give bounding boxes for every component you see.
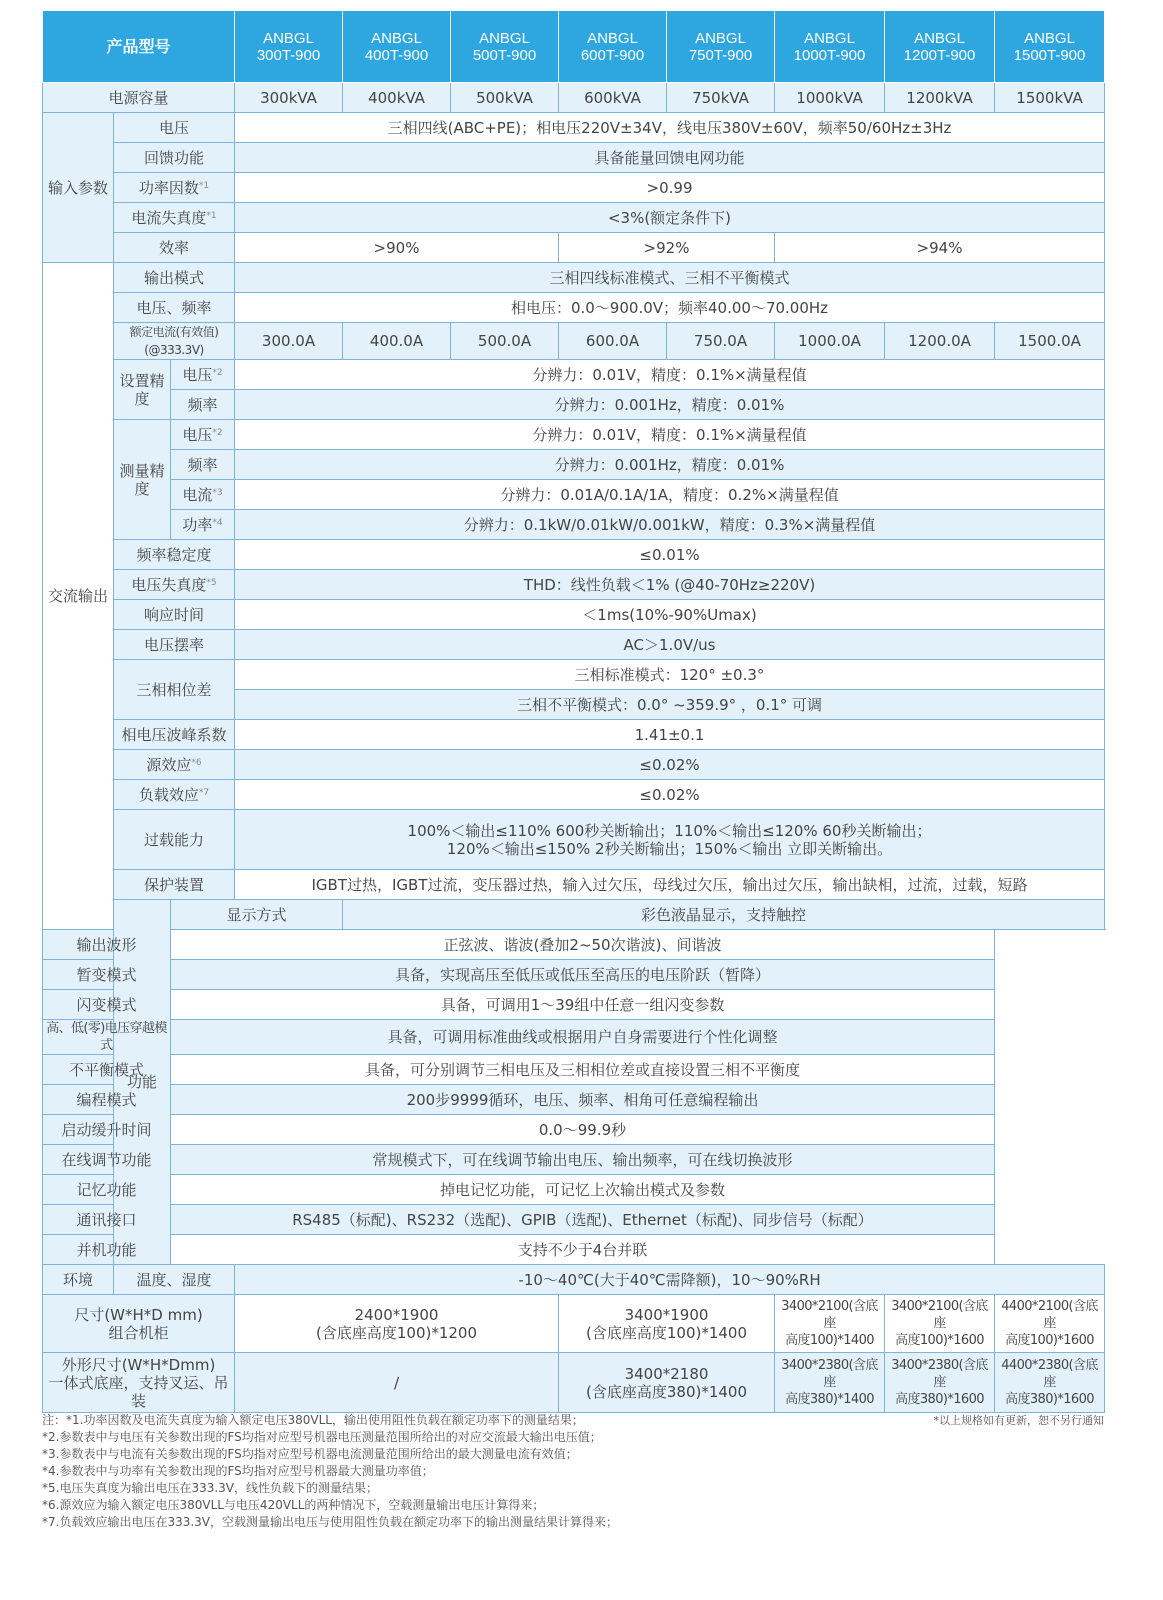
source-effect-label: 源效应$^{*6}$: [114, 750, 235, 780]
meas-current-value: 分辨力：0.01A/0.1A/1A，精度：0.2%×满量程值: [235, 480, 1105, 510]
env-label: 温度、湿度: [114, 1265, 235, 1295]
set-frequency-row: [43, 390, 1105, 420]
func-label: 通讯接口: [43, 1205, 171, 1235]
footnote-line: 注：*1.功率因数及电流失真度为输入额定电压380VLL，输出使用阻性负载在额定功率下的测量结果；: [42, 1413, 584, 1427]
current-thd-row: [43, 203, 1105, 233]
rated-current-row: [43, 323, 1105, 360]
model-cell: ANBGL 1500T-900: [995, 11, 1105, 83]
capacity-value: 1200kVA: [885, 83, 995, 113]
meas-power-value: 分辨力：0.1kW/0.01kW/0.001kW，精度：0.3%×满量程值: [235, 510, 1105, 540]
load-effect-label: 负载效应$^{*7}$: [114, 780, 235, 810]
outer-size-value: 3400*2380(含底座 高度380)*1400: [775, 1353, 885, 1413]
meas-frequency-row: [43, 450, 1105, 480]
footnote-line: *3.参数表中与电流有关参数出现的FS均指对应型号机器电流测量范围所给出的最大测量电流有效值；: [42, 1447, 578, 1461]
func-row: [43, 1235, 1105, 1265]
func-label: 显示方式: [171, 900, 343, 930]
crest-value: 1.41±0.1: [235, 720, 1105, 750]
func-value: 0.0～99.9秒: [171, 1115, 995, 1145]
func-value: 200步9999循环，电压、频率、相角可任意编程输出: [171, 1085, 995, 1115]
freq-stability-label: 频率稳定度: [114, 540, 235, 570]
func-row: [43, 990, 1105, 1020]
func-value: 具备，实现高压至低压或低压至高压的电压阶跃（暂降）: [171, 960, 995, 990]
size-value: 3400*1900 (含底座高度100)*1400: [559, 1295, 775, 1353]
func-label: 不平衡模式: [43, 1055, 171, 1085]
func-row: [43, 1055, 1105, 1085]
protection-row: [43, 870, 1105, 900]
meas-power-row: [43, 510, 1105, 540]
size-value: 4400*2100(含底座 高度100)*1600: [995, 1295, 1105, 1353]
func-value: 具备，可调用标准曲线或根据用户自身需要进行个性化调整: [171, 1020, 995, 1055]
feedback-label: 回馈功能: [114, 143, 235, 173]
capacity-label: 电源容量: [43, 83, 235, 113]
pf-label: 功率因数$^{*1}$: [114, 173, 235, 203]
footnote-line: *6.源效应为输入额定电压380VLL与电压420VLL的两种情况下，空载测量输出电压计算得来；: [42, 1498, 545, 1512]
header-row: [43, 11, 1105, 83]
footnote-line: *2.参数表中与电压有关参数出现的FS均指对应型号机器电压测量范围所给出的对应交流最大输出电压值；: [42, 1430, 602, 1444]
model-cell: ANBGL 750T-900: [667, 11, 775, 83]
efficiency-label: 效率: [114, 233, 235, 263]
func-value: RS485（标配)、RS232（选配)、GPIB（选配)、Ethernet（标配)、同步信号（标配）: [171, 1205, 995, 1235]
efficiency-row: [43, 233, 1105, 263]
freq-stability-row: [43, 540, 1105, 570]
rated-current-value: 1500.0A: [995, 323, 1105, 360]
outer-size-row: [43, 1353, 1105, 1413]
response-time-value: ＜1ms(10%-90%Umax): [235, 600, 1105, 630]
capacity-value: 600kVA: [559, 83, 667, 113]
overload-label: 过载能力: [114, 810, 235, 870]
func-row: [43, 930, 1105, 960]
protection-label: 保护装置: [114, 870, 235, 900]
func-label: 暂变模式: [43, 960, 171, 990]
func-value: 彩色液晶显示，支持触控: [343, 900, 1105, 930]
func-row: [43, 1205, 1105, 1235]
func-row: [43, 1175, 1105, 1205]
vf-value: 相电压：0.0～900.0V；频率40.00～70.00Hz: [235, 293, 1105, 323]
func-label: 启动缓升时间: [43, 1115, 171, 1145]
size-value: 3400*2100(含底座 高度100)*1400: [775, 1295, 885, 1353]
rated-current-label: 额定电流(有效值)(@333.3V): [114, 323, 235, 360]
outer-size-value: 3400*2380(含底座 高度380)*1600: [885, 1353, 995, 1413]
func-row: [43, 960, 1105, 990]
freq-stability-value: ≤0.01%: [235, 540, 1105, 570]
feedback-row: [43, 143, 1105, 173]
outer-size-value: 4400*2380(含底座 高度380)*1600: [995, 1353, 1105, 1413]
meas-accuracy-label: 测量精度: [114, 420, 171, 540]
capacity-value: 750kVA: [667, 83, 775, 113]
set-voltage-label: 电压$^{*2}$: [171, 360, 235, 390]
phase-std-row: [43, 660, 1105, 690]
footnotes: [42, 1412, 1104, 1531]
protection-value: IGBT过热，IGBT过流，变压器过热，输入过欠压，母线过欠压，输出过欠压，输出缺相，过流，过载，短路: [235, 870, 1105, 900]
set-voltage-value: 分辨力：0.01V，精度：0.1%×满量程值: [235, 360, 1105, 390]
set-accuracy-label: 设置精度: [114, 360, 171, 420]
func-row: [43, 1145, 1105, 1175]
func-label: 闪变模式: [43, 990, 171, 1020]
capacity-value: 1000kVA: [775, 83, 885, 113]
size-value: 3400*2100(含底座 高度100)*1600: [885, 1295, 995, 1353]
rated-current-value: 400.0A: [343, 323, 451, 360]
update-notice: *以上规格如有更新，恕不另行通知: [933, 1414, 1104, 1427]
meas-voltage-label: 电压$^{*2}$: [171, 420, 235, 450]
func-label: 在线调节功能: [43, 1145, 171, 1175]
model-cell: ANBGL 600T-900: [559, 11, 667, 83]
rated-current-value: 1000.0A: [775, 323, 885, 360]
rated-current-value: 1200.0A: [885, 323, 995, 360]
meas-current-row: [43, 480, 1105, 510]
func-label: 高、低(零)电压穿越模式: [43, 1020, 171, 1055]
func-label: 记忆功能: [43, 1175, 171, 1205]
crest-row: [43, 720, 1105, 750]
vf-row: [43, 293, 1105, 323]
func-group-label: 功能: [114, 900, 171, 1265]
spec-table: [42, 10, 1105, 1413]
meas-frequency-value: 分辨力：0.001Hz，精度：0.01%: [235, 450, 1105, 480]
rated-current-value: 300.0A: [235, 323, 343, 360]
func-row: [43, 1115, 1105, 1145]
meas-frequency-label: 频率: [171, 450, 235, 480]
input-voltage-label: 电压: [114, 113, 235, 143]
footnote-line: *4.参数表中与功率有关参数出现的FS均指对应型号机器最大测量功率值；: [42, 1464, 434, 1478]
model-label: 产品型号: [43, 11, 235, 83]
env-value: -10～40℃(大于40℃需降额)，10～90%RH: [235, 1265, 1105, 1295]
model-cell: ANBGL 1200T-900: [885, 11, 995, 83]
slew-rate-value: AC＞1.0V/us: [235, 630, 1105, 660]
meas-voltage-row: [43, 420, 1105, 450]
model-cell: ANBGL 300T-900: [235, 11, 343, 83]
meas-power-label: 功率$^{*4}$: [171, 510, 235, 540]
efficiency-value: >92%: [559, 233, 775, 263]
set-voltage-row: [43, 360, 1105, 390]
voltage-thd-value: THD：线性负载＜1% (@40-70Hz≥220V): [235, 570, 1105, 600]
source-effect-value: ≤0.02%: [235, 750, 1105, 780]
output-mode-value: 三相四线标准模式、三相不平衡模式: [235, 263, 1105, 293]
model-cell: ANBGL 500T-900: [451, 11, 559, 83]
outer-size-label: 外形尺寸(W*H*Dmm) 一体式底座，支持叉运、吊装: [43, 1353, 235, 1413]
outer-size-value: 3400*2180 (含底座高度380)*1400: [559, 1353, 775, 1413]
footnote-line: *7.负载效应输出电压在333.3V，空载测量输出电压与使用阻性负载在额定功率下的输出测量结果计算得来；: [42, 1515, 619, 1529]
func-value: 正弦波、谐波(叠加2~50次谐波)、间谐波: [171, 930, 995, 960]
feedback-value: 具备能量回馈电网功能: [235, 143, 1105, 173]
overload-value: 100%＜输出≤110% 600秒关断输出；110%＜输出≤120% 60秒关断输出； 120%＜输出≤150% 2秒关断输出；150%＜输出 立即关断输出。: [235, 810, 1105, 870]
func-value: 具备，可调用1～39组中任意一组闪变参数: [171, 990, 995, 1020]
size-row: [43, 1295, 1105, 1353]
capacity-value: 300kVA: [235, 83, 343, 113]
func-value: 支持不少于4台并联: [171, 1235, 995, 1265]
output-mode-row: [43, 263, 1105, 293]
rated-current-value: 750.0A: [667, 323, 775, 360]
ac-group-label: 交流输出: [43, 263, 114, 930]
output-mode-label: 输出模式: [114, 263, 235, 293]
size-value: 2400*1900 (含底座高度100)*1200: [235, 1295, 559, 1353]
func-value: 常规模式下，可在线调节输出电压、输出频率，可在线切换波形: [171, 1145, 995, 1175]
efficiency-value: >90%: [235, 233, 559, 263]
outer-size-value: /: [235, 1353, 559, 1413]
voltage-thd-label: 电压失真度$^{*5}$: [114, 570, 235, 600]
pf-row: [43, 173, 1105, 203]
capacity-row: [43, 83, 1105, 113]
pf-value: >0.99: [235, 173, 1105, 203]
func-value: 具备，可分别调节三相电压及三相相位差或直接设置三相不平衡度: [171, 1055, 995, 1085]
input-group-label: 输入参数: [43, 113, 114, 263]
size-label: 尺寸(W*H*D mm) 组合机柜: [43, 1295, 235, 1353]
env-row: [43, 1265, 1105, 1295]
capacity-value: 400kVA: [343, 83, 451, 113]
slew-rate-label: 电压摆率: [114, 630, 235, 660]
efficiency-value: >94%: [775, 233, 1105, 263]
rated-current-value: 500.0A: [451, 323, 559, 360]
slew-rate-row: [43, 630, 1105, 660]
func-value: 掉电记忆功能，可记忆上次输出模式及参数: [171, 1175, 995, 1205]
vf-label: 电压、频率: [114, 293, 235, 323]
source-effect-row: [43, 750, 1105, 780]
model-cell: ANBGL 400T-900: [343, 11, 451, 83]
func-row: [43, 1020, 1105, 1055]
func-row: [43, 1085, 1105, 1115]
set-frequency-value: 分辨力：0.001Hz，精度：0.01%: [235, 390, 1105, 420]
func-label: 并机功能: [43, 1235, 171, 1265]
input-voltage-value: 三相四线(ABC+PE)；相电压220V±34V，线电压380V±60V，频率50/60Hz±3Hz: [235, 113, 1105, 143]
func-label: 编程模式: [43, 1085, 171, 1115]
voltage-thd-row: [43, 570, 1105, 600]
load-effect-row: [43, 780, 1105, 810]
set-frequency-label: 频率: [171, 390, 235, 420]
func-label: 输出波形: [43, 930, 171, 960]
func-row: [43, 900, 1105, 930]
capacity-value: 1500kVA: [995, 83, 1105, 113]
phase-unbal-value: 三相不平衡模式：0.0° ~359.9° ，0.1° 可调: [235, 690, 1105, 720]
phase-diff-label: 三相相位差: [114, 660, 235, 720]
response-time-label: 响应时间: [114, 600, 235, 630]
model-cell: ANBGL 1000T-900: [775, 11, 885, 83]
phase-std-value: 三相标准模式：120° ±0.3°: [235, 660, 1105, 690]
load-effect-value: ≤0.02%: [235, 780, 1105, 810]
overload-row: [43, 810, 1105, 870]
input-voltage-row: [43, 113, 1105, 143]
capacity-value: 500kVA: [451, 83, 559, 113]
meas-current-label: 电流$^{*3}$: [171, 480, 235, 510]
current-thd-value: <3%(额定条件下): [235, 203, 1105, 233]
meas-voltage-value: 分辨力：0.01V，精度：0.1%×满量程值: [235, 420, 1105, 450]
current-thd-label: 电流失真度$^{*1}$: [114, 203, 235, 233]
rated-current-value: 600.0A: [559, 323, 667, 360]
env-group-label: 环境: [43, 1265, 114, 1295]
response-time-row: [43, 600, 1105, 630]
footnote-line: *5.电压失真度为输出电压在333.3V，线性负载下的测量结果；: [42, 1481, 379, 1495]
crest-label: 相电压波峰系数: [114, 720, 235, 750]
